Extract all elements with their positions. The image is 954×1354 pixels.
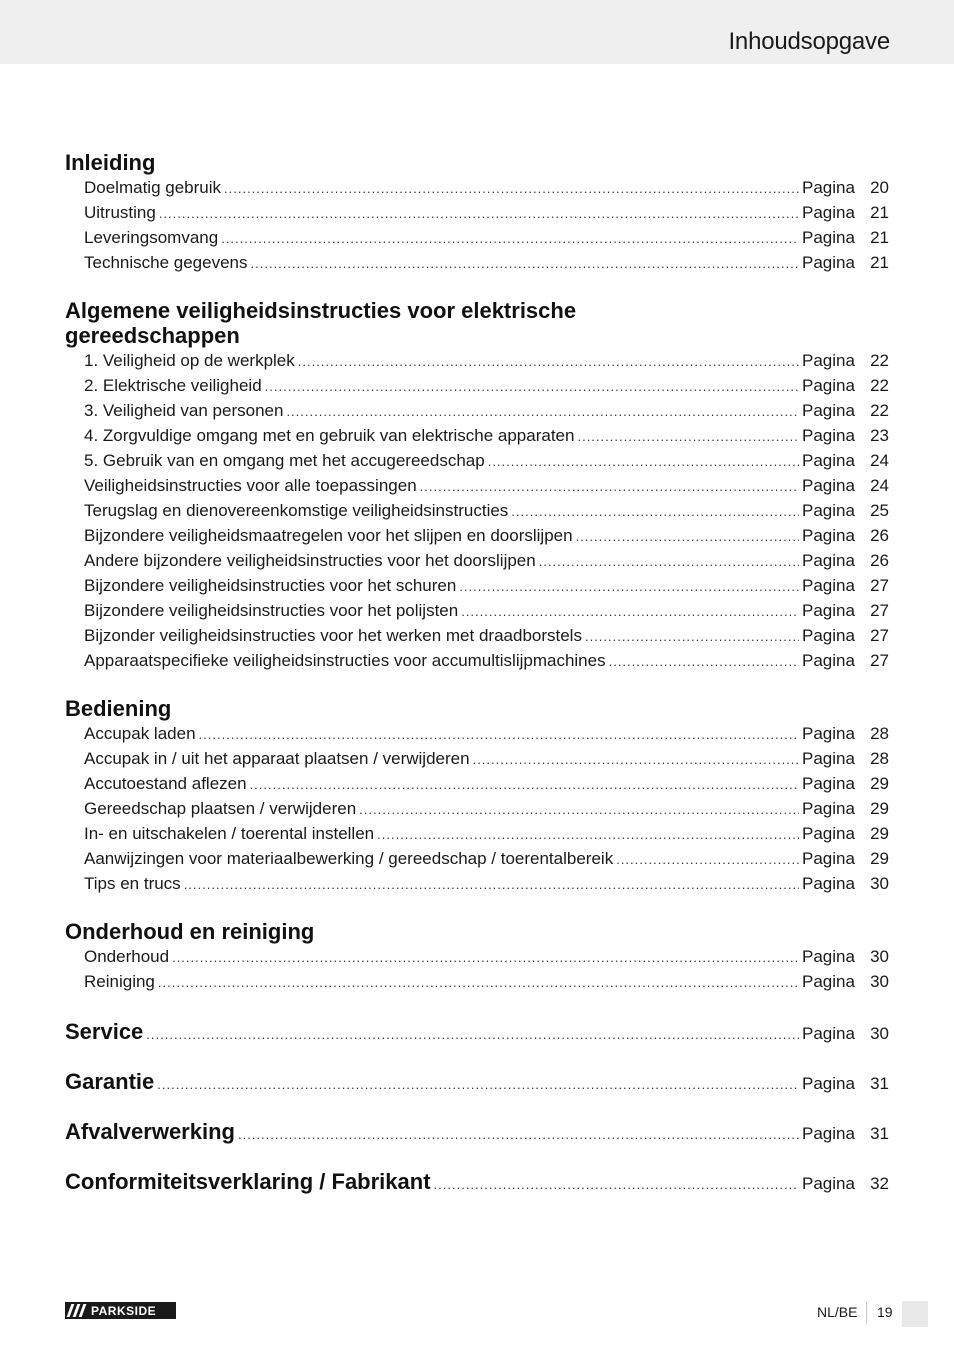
entry-label: Reiniging [84,972,155,991]
entry-label: 2. Elektrische veiligheid [84,376,262,395]
dot-leader [461,599,799,624]
toc-entry[interactable] [65,250,889,275]
page-number: 19 [877,1304,893,1320]
dot-leader [158,970,799,995]
entry-pagina: Pagina [802,451,855,470]
entry-label: Accupak laden [84,724,196,743]
entry-page-number: 28 [870,724,889,743]
dot-leader [172,945,799,970]
section-title: Bediening [65,696,172,721]
entry-pagina: Pagina [802,651,855,670]
toc-entry[interactable] [65,398,889,423]
entry-page-number: 23 [870,426,889,445]
dot-leader [539,549,799,574]
toc-entry[interactable] [65,498,889,523]
entry-page-number: 28 [870,749,889,768]
section-title: Conformiteitsverklaring / Fabrikant [65,1169,431,1194]
toc-entry[interactable] [65,871,889,896]
footer-tab-marker [902,1301,928,1327]
entry-label: Accupak in / uit het apparaat plaatsen / verwijderen [84,749,470,768]
entry-pagina: Pagina [802,1074,855,1093]
toc-entry[interactable] [65,348,889,373]
toc-entry[interactable] [65,944,889,969]
dot-leader [221,226,799,251]
entry-pagina: Pagina [802,376,855,395]
section-entries [65,348,889,673]
dot-leader [511,499,799,524]
section-inleiding [65,150,889,275]
entry-page-number: 26 [870,526,889,545]
entry-pagina: Pagina [802,849,855,868]
entry-page-number: 30 [870,972,889,991]
entry-page-number: 21 [870,228,889,247]
entry-label: Andere bijzondere veiligheidsinstructies voor het doorslijpen [84,551,536,570]
section-title: Garantie [65,1069,155,1094]
dot-leader [377,822,799,847]
logo-text: PARKSIDE [91,1303,157,1318]
dot-leader [473,747,799,772]
entry-pagina: Pagina [802,724,855,743]
toc-entry[interactable] [65,746,889,771]
toc-section-afvalverwerking[interactable] [65,1119,889,1144]
entry-page-number: 20 [870,178,889,197]
dot-leader [577,424,799,449]
entry-pagina: Pagina [802,526,855,545]
toc-entry[interactable] [65,721,889,746]
toc-section-garantie[interactable] [65,1069,889,1094]
entry-page-number: 21 [870,203,889,222]
toc-section-service[interactable] [65,1019,889,1044]
entry-label: Bijzondere veiligheidsinstructies voor het schuren [84,576,457,595]
entry-label: 3. Veiligheid van personen [84,401,284,420]
entry-page-number: 27 [870,651,889,670]
section-title: Inleiding [65,150,156,175]
dot-leader [250,772,799,797]
entry-pagina: Pagina [802,253,855,272]
entry-pagina: Pagina [802,178,855,197]
section-onderhoud [65,919,889,994]
entry-pagina: Pagina [802,351,855,370]
entry-pagina: Pagina [802,601,855,620]
entry-label: 5. Gebruik van en omgang met het accugereedschap [84,451,485,470]
dot-leader [265,374,799,399]
entry-page-number: 27 [870,576,889,595]
section-entries [65,721,889,896]
table-of-contents [65,150,889,1194]
spacer [65,1144,889,1169]
entry-page-number: 30 [870,874,889,893]
section-title: Onderhoud en reiniging [65,919,315,944]
entry-label: 4. Zorgvuldige omgang met en gebruik van elektrische apparaten [84,426,575,445]
dot-leader [488,449,799,474]
dot-leader [224,176,799,201]
language-code: NL/BE [817,1304,858,1320]
entry-page-number: 22 [870,376,889,395]
entry-pagina: Pagina [802,476,855,495]
entry-pagina: Pagina [802,1124,855,1143]
section-bediening [65,696,889,896]
entry-page-number: 27 [870,601,889,620]
toc-entry[interactable] [65,225,889,250]
toc-entry[interactable] [65,598,889,623]
spacer [65,1044,889,1069]
toc-entry[interactable] [65,573,889,598]
section-entries [65,175,889,275]
entry-page-number: 22 [870,351,889,370]
dot-leader [459,574,799,599]
entry-pagina: Pagina [802,749,855,768]
toc-entry[interactable] [65,423,889,448]
toc-section-conformiteit[interactable] [65,1169,889,1194]
entry-page-number: 26 [870,551,889,570]
toc-entry[interactable] [65,846,889,871]
dot-leader [359,797,799,822]
dot-leader [251,251,799,276]
toc-entry[interactable] [65,969,889,994]
entry-page-number: 29 [870,849,889,868]
entry-pagina: Pagina [802,972,855,991]
entry-pagina: Pagina [802,401,855,420]
entry-page-number: 25 [870,501,889,520]
entry-pagina: Pagina [802,799,855,818]
entry-page-number: 31 [870,1124,889,1143]
dot-leader [159,201,799,226]
entry-page-number: 27 [870,626,889,645]
entry-label: Uitrusting [84,203,156,222]
entry-pagina: Pagina [802,626,855,645]
entry-label: Doelmatig gebruik [84,178,222,197]
entry-pagina: Pagina [802,576,855,595]
entry-pagina: Pagina [802,1174,855,1193]
entry-pagina: Pagina [802,874,855,893]
entry-page-number: 29 [870,774,889,793]
spacer [65,275,889,298]
entry-page-number: 32 [870,1174,889,1193]
toc-entry[interactable] [65,373,889,398]
section-title: Afvalverwerking [65,1119,235,1144]
spacer [65,1094,889,1119]
toc-entry[interactable] [65,771,889,796]
entry-page-number: 30 [870,1024,889,1043]
toc-entry[interactable] [65,523,889,548]
entry-pagina: Pagina [802,203,855,222]
entry-label: Apparaatspecifieke veiligheidsinstructies voor accumultislijpmachines [84,651,606,670]
dot-leader [616,847,799,872]
section-veiligheidsinstructies [65,298,889,673]
toc-entry[interactable] [65,175,889,200]
entry-label: Terugslag en dienovereenkomstige veiligheidsinstructies [84,501,509,520]
entry-pagina: Pagina [802,947,855,966]
dot-leader [585,624,799,649]
entry-label: 1. Veiligheid op de werkplek [84,351,295,370]
entry-pagina: Pagina [802,551,855,570]
toc-entry[interactable] [65,548,889,573]
entry-page-number: 24 [870,451,889,470]
entry-page-number: 31 [870,1074,889,1093]
entry-pagina: Pagina [802,824,855,843]
logo-slashes-icon [65,1302,87,1319]
dot-leader [286,399,799,424]
entry-page-number: 29 [870,824,889,843]
footer-divider [866,1302,867,1324]
entry-label: Technische gegevens [84,253,248,272]
entry-label: Veiligheidsinstructies voor alle toepassingen [84,476,417,495]
entry-page-number: 24 [870,476,889,495]
dot-leader [238,1122,799,1147]
entry-pagina: Pagina [802,774,855,793]
toc-entry[interactable] [65,473,889,498]
entry-label: Gereedschap plaatsen / verwijderen [84,799,357,818]
spacer [65,673,889,696]
spacer [65,994,889,1019]
entry-label: Bijzondere veiligheidsinstructies voor het polijsten [84,601,459,620]
entry-label: Bijzonder veiligheidsinstructies voor het werken met draadborstels [84,626,582,645]
entry-label: Bijzondere veiligheidsmaatregelen voor het slijpen en doorslijpen [84,526,573,545]
entry-label: Leveringsomvang [84,228,219,247]
entry-pagina: Pagina [802,228,855,247]
toc-entry[interactable] [65,623,889,648]
entry-pagina: Pagina [802,1024,855,1043]
toc-entry[interactable] [65,448,889,473]
dot-leader [576,524,799,549]
dot-leader [420,474,799,499]
section-title-line-2: gereedschappen [65,323,240,348]
entry-pagina: Pagina [802,501,855,520]
entry-page-number: 22 [870,401,889,420]
dot-leader [199,722,799,747]
spacer [65,896,889,919]
entry-page-number: 21 [870,253,889,272]
dot-leader [298,349,799,374]
section-entries [65,944,889,994]
dot-leader [146,1022,799,1047]
entry-label: Tips en trucs [84,874,181,893]
entry-page-number: 30 [870,947,889,966]
toc-entry[interactable] [65,796,889,821]
entry-label: Accutoestand aflezen [84,774,247,793]
toc-entry[interactable] [65,200,889,225]
section-title: Service [65,1019,144,1044]
entry-page-number: 29 [870,799,889,818]
dot-leader [184,872,799,897]
section-title-line-1: Algemene veiligheidsinstructies voor elektrische [65,298,577,323]
entry-pagina: Pagina [802,426,855,445]
entry-label: Onderhoud [84,947,170,966]
page-title: Inhoudsopgave [728,28,890,55]
section-title [65,298,665,348]
dot-leader [157,1072,799,1097]
brand-logo [65,1302,176,1319]
toc-entry[interactable] [65,821,889,846]
entry-label: Aanwijzingen voor materiaalbewerking / gereedschap / toerentalbereik [84,849,614,868]
dot-leader [434,1172,799,1197]
toc-entry[interactable] [65,648,889,673]
entry-label: In- en uitschakelen / toerental instellen [84,824,375,843]
dot-leader [609,649,799,674]
